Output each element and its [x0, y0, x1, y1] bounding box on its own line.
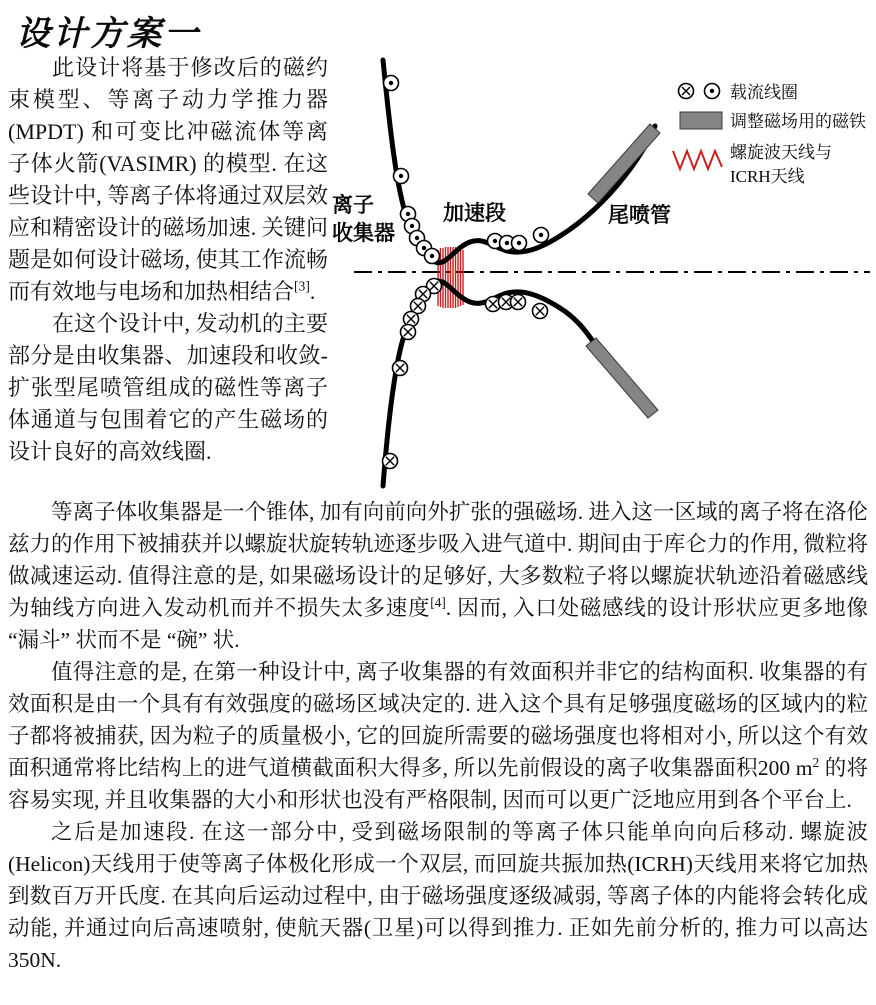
acceleration-label: 加速段 [443, 201, 506, 225]
paragraph-1 [8, 52, 328, 308]
collector-label-line2: 收集器 [332, 221, 395, 245]
left-text-column [8, 52, 328, 468]
citation-4: [4] [430, 594, 446, 610]
coil-in-icon [401, 325, 416, 340]
paragraph-1-end: . [309, 279, 316, 304]
coil-in-icon [533, 304, 548, 319]
coil-out-icon [512, 236, 527, 251]
nozzle-label: 尾喷管 [608, 203, 671, 227]
coil-out-icon [705, 84, 720, 99]
legend-coils-label: 载流线圈 [730, 83, 798, 102]
collector-label-line1: 离子 [332, 193, 374, 217]
coil-out-icon [384, 76, 399, 91]
coil-out-icon [394, 169, 409, 184]
squared-exponent: 2 [812, 754, 820, 770]
coil-in-icon [383, 454, 398, 469]
legend-antenna-label-line2: ICRH天线 [730, 167, 805, 186]
paragraph-3-text: 等离子体收集器是一个锥体, 加有向前向外扩张的强磁场. 进入这一区域的离子将在洛伦兹力的作用下被捕获并以螺旋状旋转轨迹逐步吸入进气道中. 期间由于库仑力的作用, 微粒将做减速运动. 值得注意的是, 如果磁场设计的足够好, 大多数粒子将以螺旋状轨迹沿着磁感线为轴线方向进入发动机而并不损失太多速度 [8, 500, 869, 620]
legend-magnet-label: 调整磁场用的磁铁 [730, 112, 866, 131]
legend [673, 83, 866, 186]
paragraph-3 [8, 496, 868, 656]
lower-trim-magnet [586, 338, 658, 418]
paragraph-3-end: . 因而, 入口处磁感线的设计形状应更多地像 “漏斗” 状而不是 “碗” 状. [8, 596, 868, 652]
body-text [8, 496, 868, 976]
coil-out-icon [534, 228, 549, 243]
coil-in-icon [511, 295, 526, 310]
coil-in-icon [393, 361, 408, 376]
paragraph-4 [8, 656, 868, 816]
antenna-icon [673, 151, 722, 169]
upper-channel-wall [383, 60, 655, 263]
magnet-icon [680, 112, 722, 129]
paragraph-1-text: 此设计将基于修改后的磁约束模型、等离子动力学推力器(MPDT) 和可变比冲磁流体等离子体火箭(VASIMR) 的模型. 在这些设计中, 等离子体将通过双层效应和精密设计的磁场加速. 关键问题是如何设计磁场, 使其工作流畅而有效地与电场和加热相结合 [8, 55, 328, 304]
diagram-svg [330, 40, 876, 498]
coil-out-icon [425, 249, 440, 264]
legend-antenna-label-line1: 螺旋波天线与 [730, 143, 832, 162]
paragraph-5: 之后是加速段. 在这一部分中, 受到磁场限制的等离子体只能单向向后移动. 螺旋波(Helicon)天线用于使等离子体极化形成一个双层, 而回旋共振加热(ICRH)天线用来将它加热到数百万开氏度. 在其向后运动过程中, 由于磁场强度逐级减弱, 等离子体的内能将会转化成动能, 并通过向后高速喷射, 使航天器(卫星)可以得到推力. 正如先前分析的, 推力可以高达 350N. [8, 820, 868, 972]
upper-trim-magnet [588, 124, 660, 203]
coil-in-icon [679, 84, 694, 99]
page-title: 设计方案一 [16, 15, 201, 53]
paragraph-4-text: 值得注意的是, 在第一种设计中, 离子收集器的有效面积并非它的结构面积. 收集器的有效面积是由一个具有有效强度的磁场区域决定的. 进入这个具有足够强度磁场的区域内的粒子都将被捕获, 因为粒子的质量极小, 它的回旋所需要的磁场强度也将相对小, 所以这个有效面积通常将比结构上的进气道横截面积大得多, 所以先前假设的离子收集器面积200 m [8, 660, 868, 780]
citation-3: [3] [294, 278, 310, 294]
paragraph-4-end: 的将容易实现, 并且收集器的大小和形状也没有严格限制, 因而可以更广泛地应用到各个平台上. [8, 756, 868, 812]
paragraph-2: 在这个设计中, 发动机的主要部分是由收集器、加速段和收敛-扩张型尾喷管组成的磁性等离子体通道与包围着它的产生磁场的设计良好的高效线圈. [8, 311, 328, 464]
